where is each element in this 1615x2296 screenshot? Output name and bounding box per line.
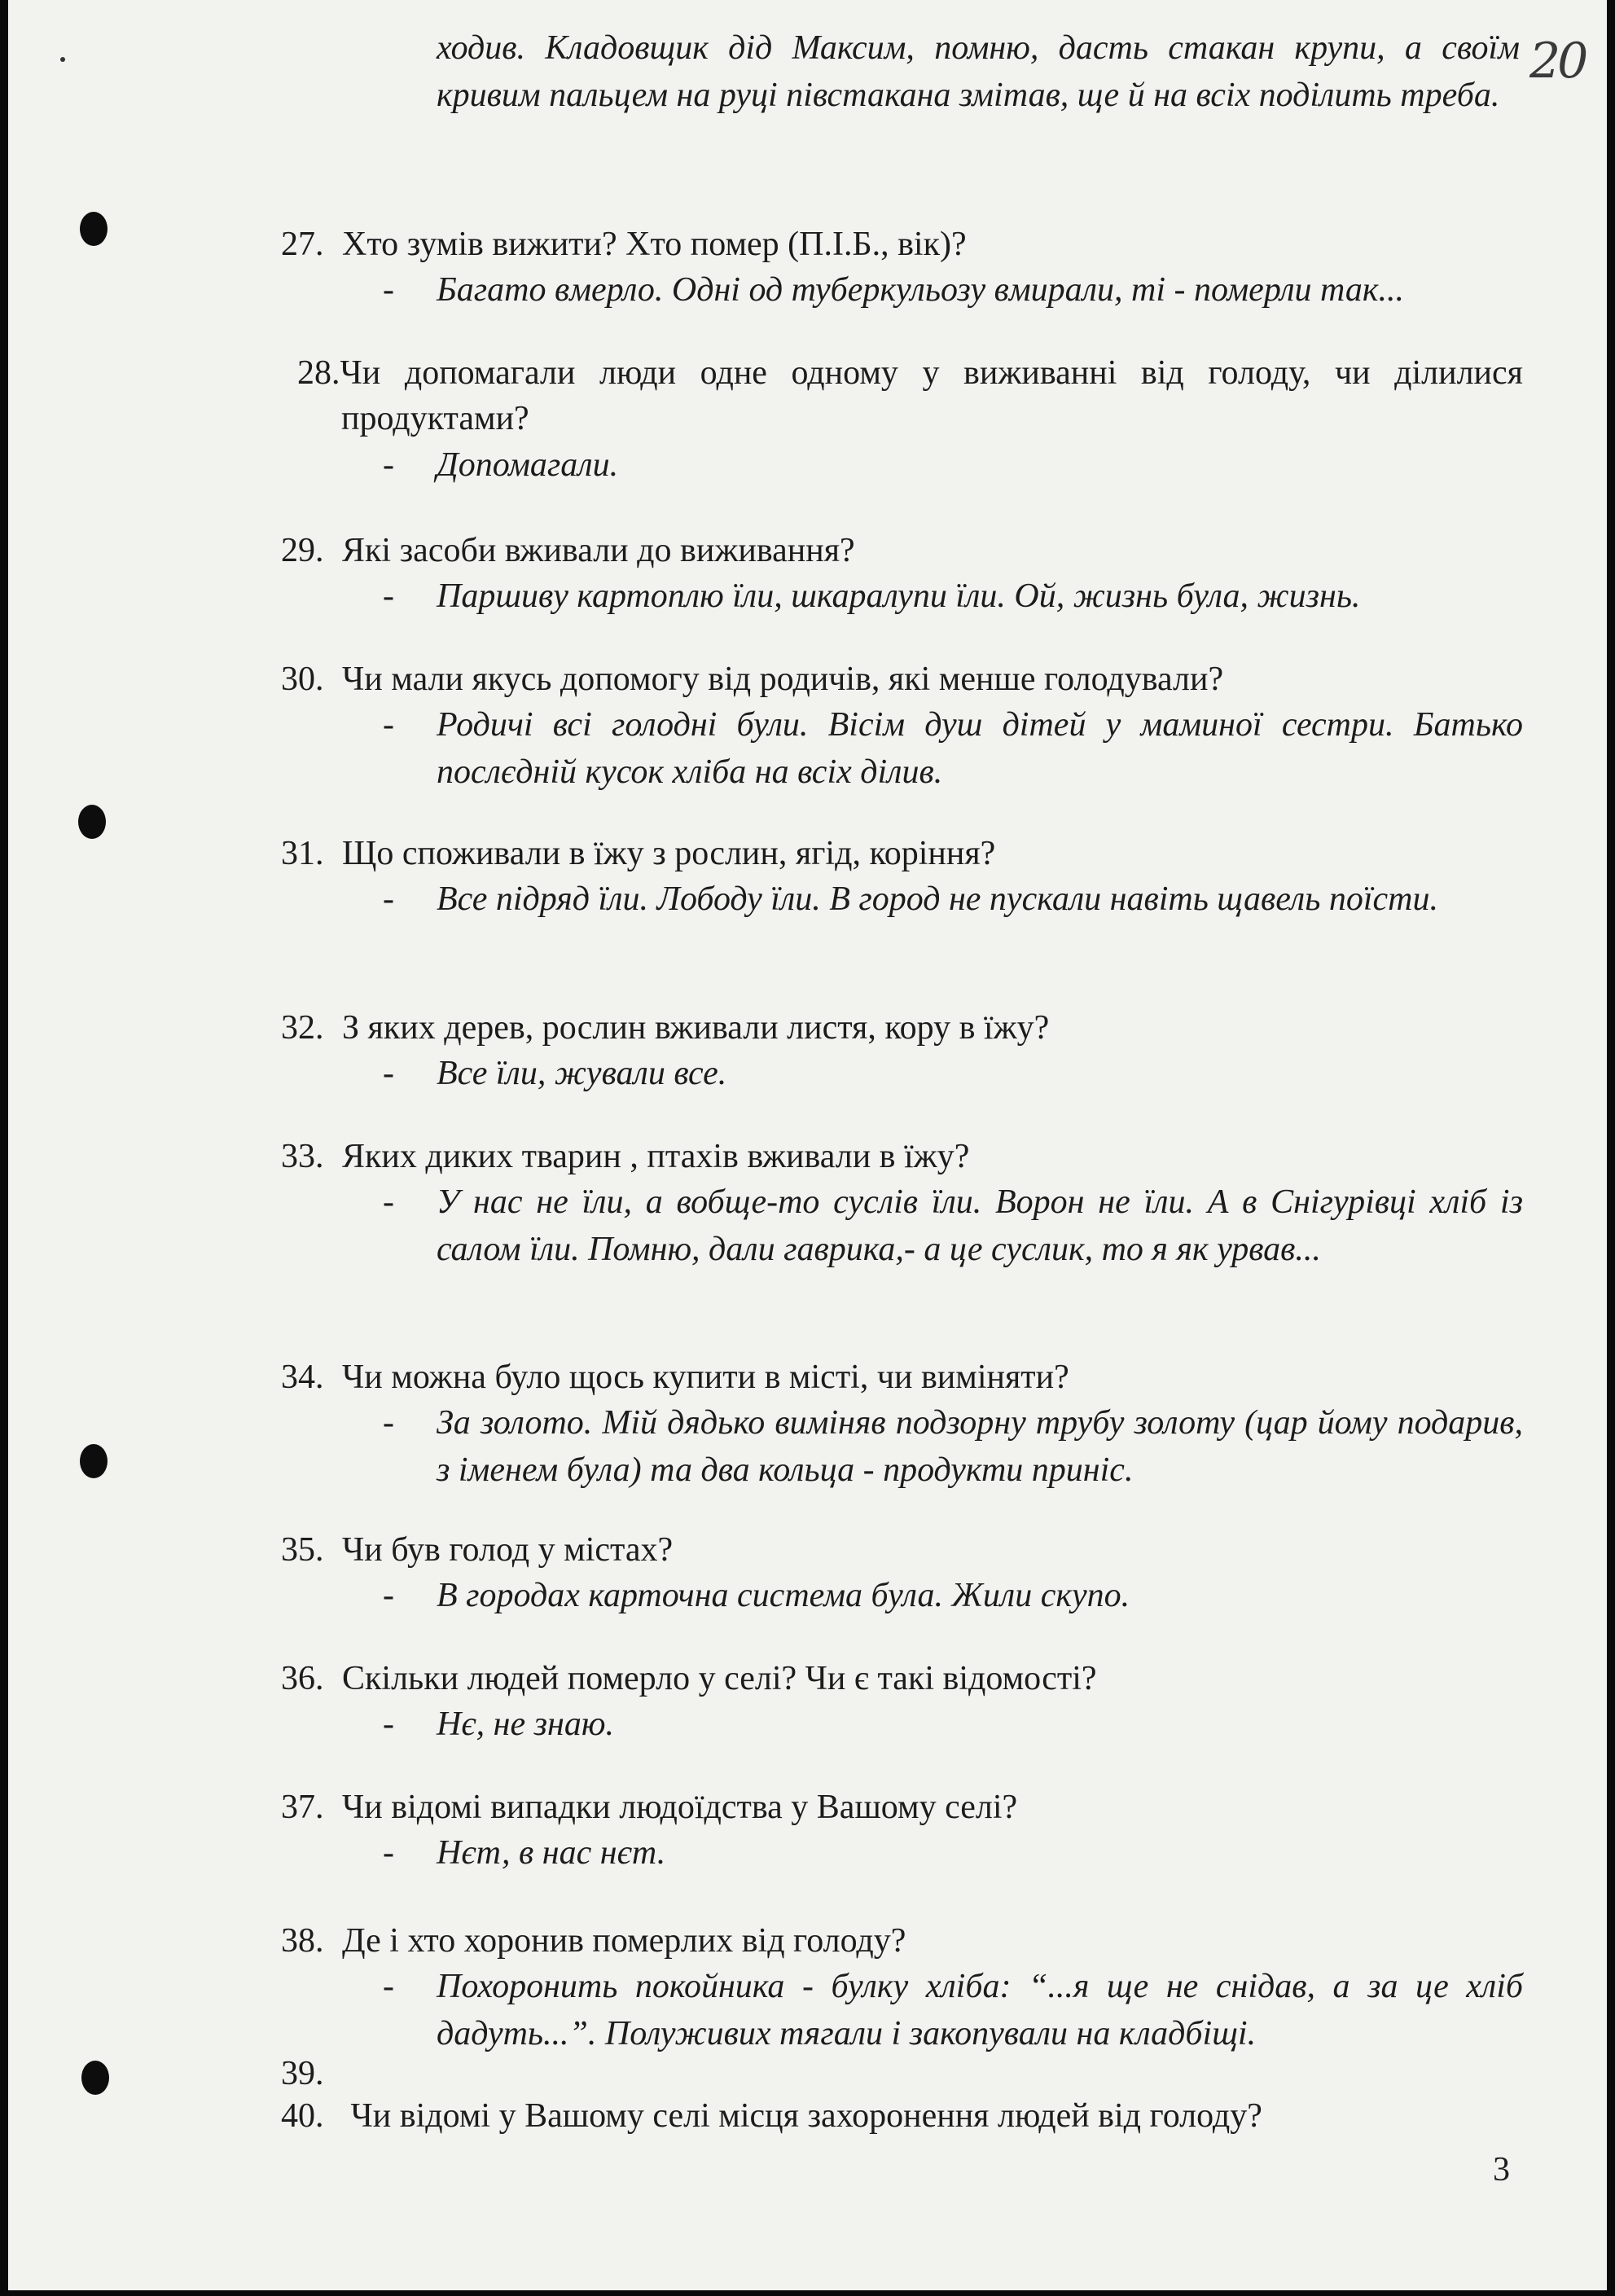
- answer-33: [383, 1179, 1523, 1273]
- answer-dash: -: [383, 1834, 394, 1872]
- question-number: 38.: [281, 1922, 324, 1960]
- answer-dash: -: [383, 1055, 394, 1092]
- question-text: Чи можна було щось купити в місті, чи виміняти?: [342, 1359, 1069, 1396]
- question-number: 40.: [281, 2097, 324, 2135]
- question-number: 36.: [281, 1660, 324, 1697]
- answer-text: У нас не їли, а вобще-то суслів їли. Ворон не їли. А в Снігурівці хліб із салом їли. Помню, дали гаврика,- а це суслик, то я як урвав...: [437, 1183, 1523, 1268]
- answer-dash: -: [383, 1577, 394, 1614]
- question-34: [281, 1354, 1527, 1400]
- punch-hole: [81, 2061, 109, 2095]
- answer-text: Багато вмерло. Одні од туберкульозу вмирали, ті - померли так...: [437, 271, 1405, 309]
- answer-text: В городах карточна система була. Жили скупо.: [437, 1577, 1130, 1614]
- answer-text: Нє, не знаю.: [437, 1706, 614, 1743]
- question-29: [281, 528, 1527, 573]
- question-number: 31.: [281, 835, 324, 872]
- question-33: [281, 1134, 1527, 1179]
- answer-dash: -: [383, 706, 394, 744]
- answer-text: Нєт, в нас нєт.: [437, 1834, 666, 1872]
- answer-37: [383, 1829, 1523, 1877]
- answer-36: [383, 1701, 1523, 1748]
- question-40: [281, 2093, 1527, 2139]
- question-text: Чи мали якусь допомогу від родичів, які менше голодували?: [342, 661, 1224, 698]
- answer-dash: -: [383, 577, 394, 615]
- question-number: 34.: [281, 1359, 324, 1396]
- answer-dash: -: [383, 1706, 394, 1743]
- question-27: [281, 222, 1527, 267]
- question-39: [281, 2051, 1527, 2096]
- answer-text: Родичі всі голодні були. Вісім душ дітей у маминої сестри. Батько послєдній кусок хліба на всіх ділив.: [437, 706, 1523, 791]
- question-text: Чи відомі у Вашому селі місця захоронення людей від голоду?: [342, 2097, 1262, 2135]
- question-32: [281, 1005, 1527, 1051]
- answer-text: Паршиву картоплю їли, шкаралупи їли. Ой, жизнь була, жизнь.: [437, 577, 1361, 615]
- punch-hole: [80, 212, 108, 246]
- answer-27: [383, 266, 1523, 314]
- question-number: 27.: [281, 226, 324, 263]
- question-30: [281, 656, 1527, 702]
- answer-dash: -: [383, 446, 394, 484]
- question-number: 35.: [281, 1531, 324, 1569]
- answer-dash: -: [383, 1404, 394, 1442]
- answer-dash: -: [383, 880, 394, 918]
- question-number: 33.: [281, 1138, 324, 1175]
- answer-dash: -: [383, 1968, 394, 2005]
- question-text-line2: продуктами?: [341, 400, 529, 437]
- answer-29: [383, 573, 1523, 620]
- handwritten-page-number: 20: [1529, 33, 1586, 90]
- question-38: [281, 1918, 1527, 1964]
- question-number: 37.: [281, 1789, 324, 1826]
- question-text: Скільки людей померло у селі? Чи є такі відомості?: [342, 1660, 1097, 1697]
- question-text: Хто зумів вижити? Хто помер (П.І.Б., вік)?: [342, 226, 967, 263]
- answer-38: [383, 1963, 1523, 2057]
- punch-hole: [78, 805, 106, 839]
- question-number: 39.: [281, 2055, 324, 2092]
- scan-speck: [60, 57, 65, 62]
- question-text: З яких дерев, рослин вживали листя, кору в їжу?: [342, 1009, 1050, 1047]
- question-number: 29.: [281, 532, 324, 569]
- answer-31: [383, 876, 1523, 923]
- answer-32: [383, 1050, 1523, 1097]
- question-text: Яких диких тварин , птахів вживали в їжу?: [342, 1138, 970, 1175]
- question-number: 32.: [281, 1009, 324, 1047]
- question-31: [281, 831, 1527, 876]
- answer-34: [383, 1399, 1523, 1494]
- answer-35: [383, 1572, 1523, 1619]
- page-number: 3: [1493, 2151, 1510, 2188]
- question-text-line1: Чи допомагали люди одне одному у виживанні від голоду, чи ділилися: [340, 354, 1523, 392]
- answer-dash: -: [383, 1183, 394, 1221]
- question-text: Які засоби вживали до виживання?: [342, 532, 855, 569]
- question-number: 28.: [297, 354, 340, 392]
- question-35: [281, 1527, 1527, 1573]
- answer-30: [383, 701, 1523, 796]
- answer-28: [383, 441, 1523, 489]
- question-text: Чи був голод у містах?: [342, 1531, 674, 1569]
- question-text: Де і хто хоронив померлих від голоду?: [342, 1922, 906, 1960]
- continuation-text: ходив. Кладовщик дід Максим, помню, дасть стакан крупи, а своїм кривим пальцем на руці півстакана змітав, ще й на всіх поділить треба.: [437, 29, 1520, 114]
- question-text: Що споживали в їжу з рослин, ягід, коріння?: [342, 835, 996, 872]
- answer-text: Допомагали.: [437, 446, 619, 484]
- question-37: [281, 1785, 1527, 1830]
- question-number: 30.: [281, 661, 324, 698]
- question-28: [297, 350, 1523, 441]
- question-text: Чи відомі випадки людоїдства у Вашому селі?: [342, 1789, 1018, 1826]
- question-36: [281, 1656, 1527, 1701]
- answer-dash: -: [383, 271, 394, 309]
- answer-text: Все підряд їли. Лободу їли. В город не пускали навіть щавель поїсти.: [437, 880, 1438, 918]
- scanned-page: [8, 0, 1607, 2290]
- answer-text: За золото. Мій дядько виміняв подзорну трубу золоту (цар йому подарив, з іменем була) та два кольца - продукти приніс.: [437, 1404, 1523, 1489]
- punch-hole: [80, 1444, 108, 1478]
- answer-text: Все їли, жували все.: [437, 1055, 727, 1092]
- answer-text: Похоронить покойника - булку хліба: “...я ще не снідав, а за це хліб дадуть...”. Полуживих тягали і закопували на кладбіщі.: [437, 1968, 1523, 2052]
